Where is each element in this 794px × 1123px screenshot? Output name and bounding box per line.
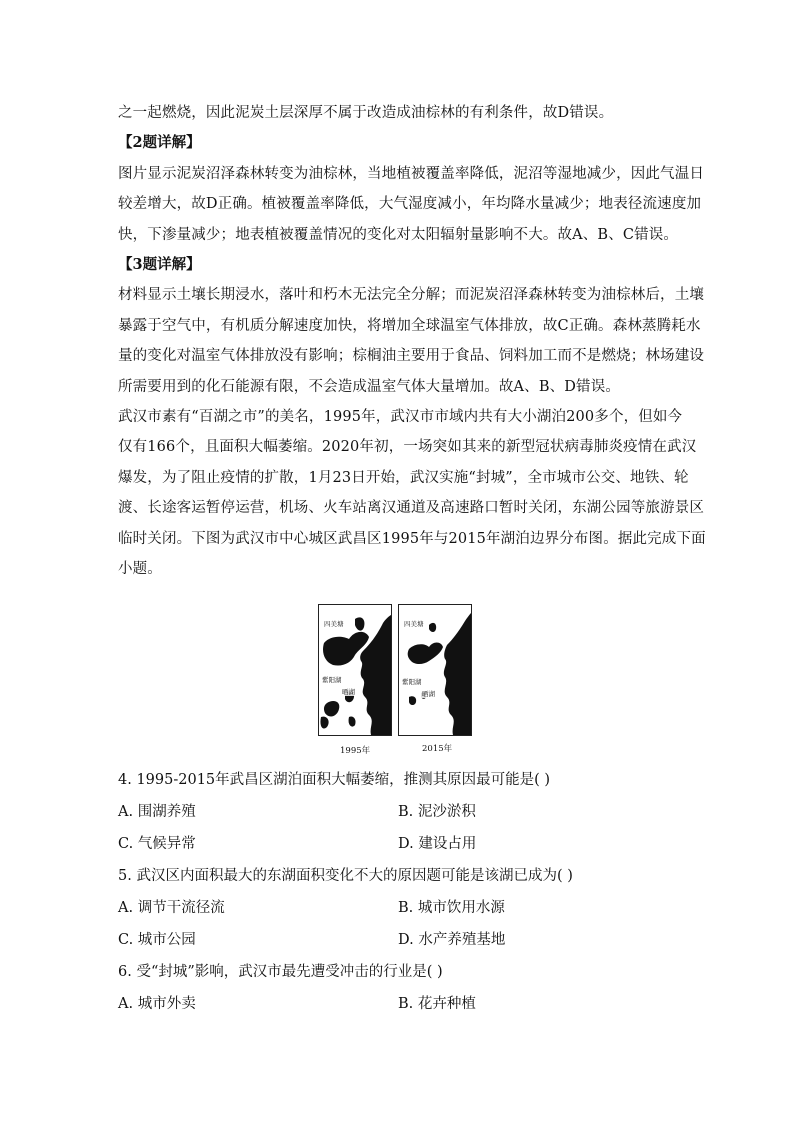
explanation-line: 快，下渗量减少；地表植被覆盖情况的变化对太阳辐射量影响不大。故A、B、C错误。: [118, 226, 679, 243]
material-line: 爆发，为了阻止疫情的扩散，1月23日开始，武汉实施“封城”，全市城市公交、地铁、轮: [118, 469, 689, 486]
option-d: D. 建设占用: [398, 836, 477, 852]
caption-1995: 1995年: [340, 746, 371, 756]
map-label-shaihu: 晒湖: [342, 688, 355, 696]
explanation-line: 图片显示泥炭沼泽森林转变为油棕林，当地植被覆盖率降低，泥沼等湿地减少，因此气温日: [118, 165, 704, 182]
material-line: 仅有166个，且面积大幅萎缩。2020年初，一场突如其来的新型冠状病毒肺炎疫情在武汉: [118, 439, 697, 456]
option-a: A. 城市外卖: [118, 996, 196, 1012]
caption-2015: 2015年: [422, 744, 453, 754]
question-4-options: [118, 828, 688, 860]
lake-map-1995: [318, 604, 392, 736]
explanation-line: 材料显示土壤长期浸水，落叶和朽木无法完全分解；而泥炭沼泽森林转变为油棕林后，土壤: [118, 287, 704, 304]
option-c: C. 气候异常: [118, 836, 196, 852]
map-label-simeitang: 四美塘: [324, 620, 344, 628]
question-4-stem: 4. 1995-2015年武昌区湖泊面积大幅萎缩，推测其原因最可能是( ): [118, 772, 551, 788]
material-line: 临时关闭。下图为武汉市中心城区武昌区1995年与2015年湖泊边界分布图。据此完成下面: [118, 530, 706, 547]
explanation-line: 量的变化对温室气体排放没有影响；棕榈油主要用于食品、饲料加工而不是燃烧；林场建设: [118, 348, 704, 365]
option-b: B. 泥沙淤积: [398, 804, 476, 820]
material-line: 渡、长途客运暂停运营，机场、火车站离汉通道及高速路口暂时关闭，东湖公园等旅游景区: [118, 500, 704, 517]
option-d: D. 水产养殖基地: [398, 932, 506, 948]
option-a: A. 围湖养殖: [118, 804, 196, 820]
explanation-line: 之一起燃烧，因此泥炭土层深厚不属于改造成油棕林的有利条件，故D错误。: [118, 105, 614, 121]
lake-map-2015: [398, 604, 472, 736]
material-line: 小题。: [118, 561, 162, 578]
option-c: C. 城市公园: [118, 932, 196, 948]
option-a: A. 调节干流径流: [118, 900, 225, 916]
explanation-line: 暴露于空气中，有机质分解速度加快，将增加全球温室气体排放，故C正确。森林蒸腾耗水: [118, 317, 701, 334]
map-label-simeitang: 四美塘: [404, 620, 424, 628]
explanation-line: 所需要用到的化石能源有限，不会造成温室气体大量增加。故A、B、D错误。: [118, 378, 620, 395]
explanation-line: 较差增大，故D正确。植被覆盖率降低，大气湿度减小，年均降水量减少；地表径流速度加: [118, 196, 702, 213]
question-5-options: [118, 892, 688, 924]
section-heading-q2: 【2题详解】: [118, 134, 201, 152]
question-6-stem: 6. 受“封城”影响，武汉市最先遭受冲击的行业是( ): [118, 964, 443, 980]
question-6-options: [118, 988, 688, 1020]
material-line: 武汉市素有“百湖之市”的美名，1995年，武汉市市域内共有大小湖泊200多个，但如今: [118, 409, 683, 426]
section-heading-q3: 【3题详解】: [118, 256, 201, 274]
option-b: B. 城市饮用水源: [398, 900, 505, 916]
option-b: B. 花卉种植: [398, 996, 476, 1012]
questions-block: [118, 764, 688, 1020]
question-5-options: [118, 924, 688, 956]
answer-explanations: [118, 98, 706, 585]
question-5-stem: 5. 武汉区内面积最大的东湖面积变化不大的原因题可能是该湖已成为( ): [118, 868, 573, 884]
question-4-options: [118, 796, 688, 828]
map-label-ziyanghu: 紫阳湖: [322, 676, 342, 684]
lake-maps-figure: [318, 604, 470, 754]
map-label-shaihu: 晒湖: [422, 690, 435, 698]
map-label-ziyanghu: 紫阳湖: [402, 678, 422, 686]
